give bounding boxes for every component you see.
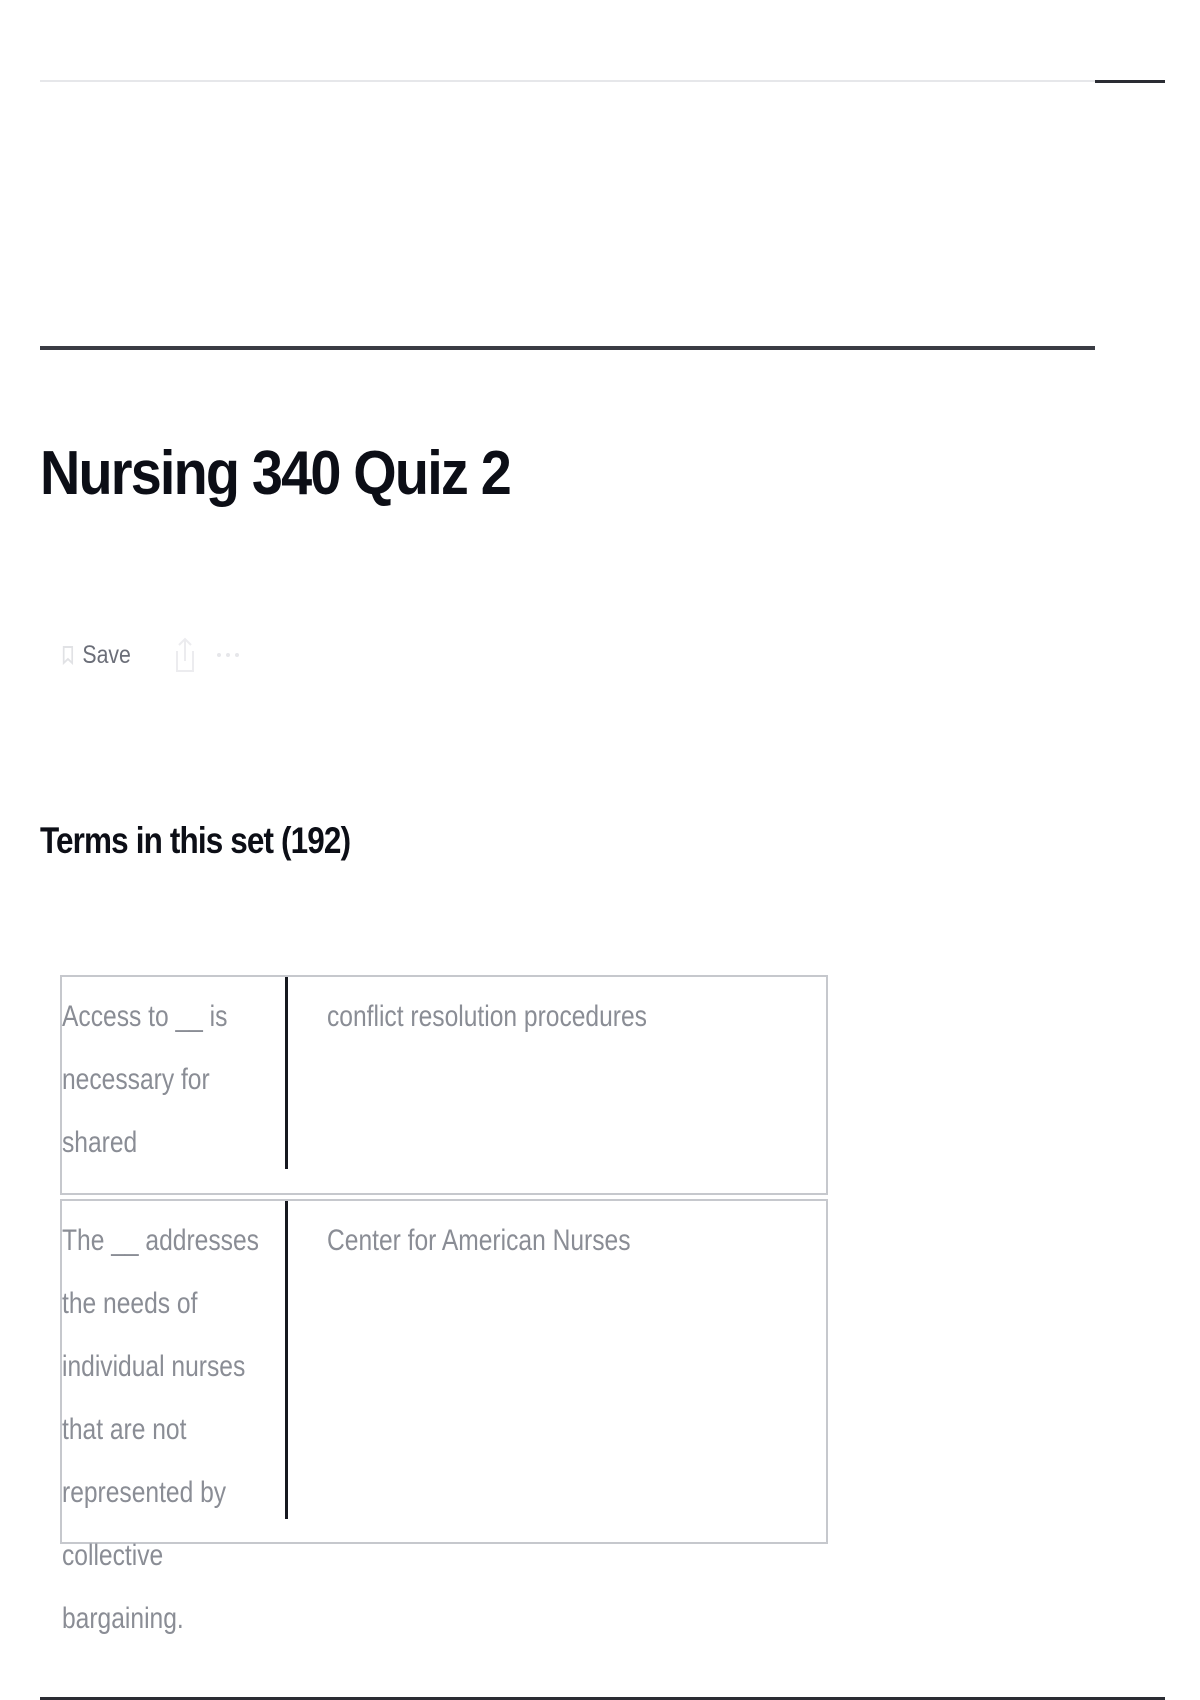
term-card xyxy=(60,975,828,1195)
header-divider-accent xyxy=(1095,80,1165,83)
definition-text: conflict resolution procedures xyxy=(327,1000,647,1033)
save-label: Save xyxy=(82,640,131,669)
page-title: Nursing 340 Quiz 2 xyxy=(40,439,510,508)
term-text: Access to __ is necessary for shared xyxy=(62,1000,228,1159)
definition-text: Center for American Nurses xyxy=(327,1224,631,1257)
term-divider xyxy=(285,977,288,1169)
set-toolbar xyxy=(62,630,241,680)
terms-heading: Terms in this set (192) xyxy=(40,820,351,861)
term-text: The __ addresses the needs of individual nurses that are not represented by collective bargaining. xyxy=(62,1224,259,1635)
more-button[interactable] xyxy=(215,651,241,659)
save-button[interactable] xyxy=(62,641,131,670)
term-divider xyxy=(285,1201,288,1519)
header-divider xyxy=(40,80,1095,82)
share-button[interactable] xyxy=(173,635,197,675)
section-divider xyxy=(40,346,1095,350)
term-card xyxy=(60,1199,828,1635)
terms-list xyxy=(60,975,828,1635)
more-icon xyxy=(215,651,241,659)
share-icon xyxy=(173,635,197,675)
bookmark-icon xyxy=(62,645,74,665)
